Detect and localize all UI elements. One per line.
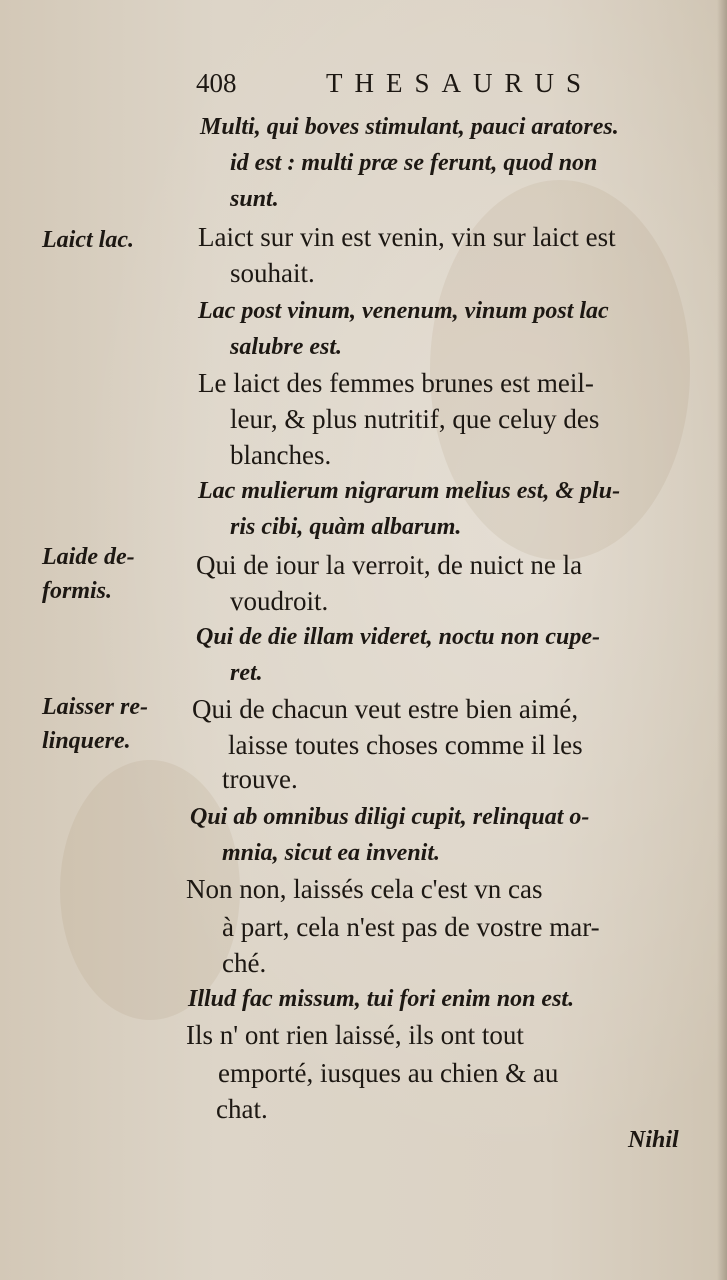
text-line: Lac mulierum nigrarum melius est, & plu- (198, 478, 621, 504)
text-line: Qui de die illam videret, noctu non cupe- (196, 624, 600, 650)
text-line: leur, & plus nutritif, que celuy des (230, 404, 600, 434)
margin-note: Laisser re- (42, 694, 148, 720)
text-line: Laict sur vin est venin, vin sur laict est (198, 222, 616, 252)
text-line: blanches. (230, 440, 332, 470)
catchword: Nihil (628, 1127, 679, 1153)
text-line: ché. (222, 948, 267, 978)
margin-note: Laide de- (42, 544, 135, 570)
text-line: id est : multi præ se ferunt, quod non (230, 150, 598, 176)
running-head: THESAURUS (326, 68, 594, 98)
page-edge (717, 0, 727, 1280)
text-line: laisse toutes choses comme il les (228, 730, 583, 760)
page-number: 408 (196, 68, 237, 98)
text-line: ris cibi, quàm albarum. (230, 514, 462, 540)
text-line: ret. (230, 660, 263, 686)
text-line: Qui de iour la verroit, de nuict ne la (196, 550, 583, 580)
text-line: Illud fac missum, tui fori enim non est. (188, 986, 575, 1012)
page-header (196, 68, 656, 108)
text-line: emporté, iusques au chien & au (218, 1058, 559, 1088)
text-line: à part, cela n'est pas de vostre mar- (222, 912, 600, 942)
text-line: Multi, qui boves stimulant, pauci aratores. (200, 114, 619, 140)
text-line: Le laict des femmes brunes est meil- (198, 368, 594, 398)
text-line: sunt. (230, 186, 279, 212)
margin-note: Laict lac. (42, 227, 134, 253)
text-line: Qui de chacun veut estre bien aimé, (192, 694, 579, 724)
text-line: chat. (216, 1094, 268, 1124)
text-line: voudroit. (230, 586, 329, 616)
text-line: mnia, sicut ea invenit. (222, 840, 441, 866)
text-line: Qui ab omnibus diligi cupit, relinquat o- (190, 804, 590, 830)
text-line: Lac post vinum, venenum, vinum post lac (198, 298, 609, 324)
margin-note: formis. (42, 578, 113, 604)
text-line: souhait. (230, 258, 315, 288)
text-line: trouve. (222, 764, 298, 794)
text-line: salubre est. (230, 334, 343, 360)
margin-note: linquere. (42, 728, 131, 754)
text-line: Ils n' ont rien laissé, ils ont tout (186, 1020, 524, 1050)
text-line: Non non, laissés cela c'est vn cas (186, 874, 543, 904)
